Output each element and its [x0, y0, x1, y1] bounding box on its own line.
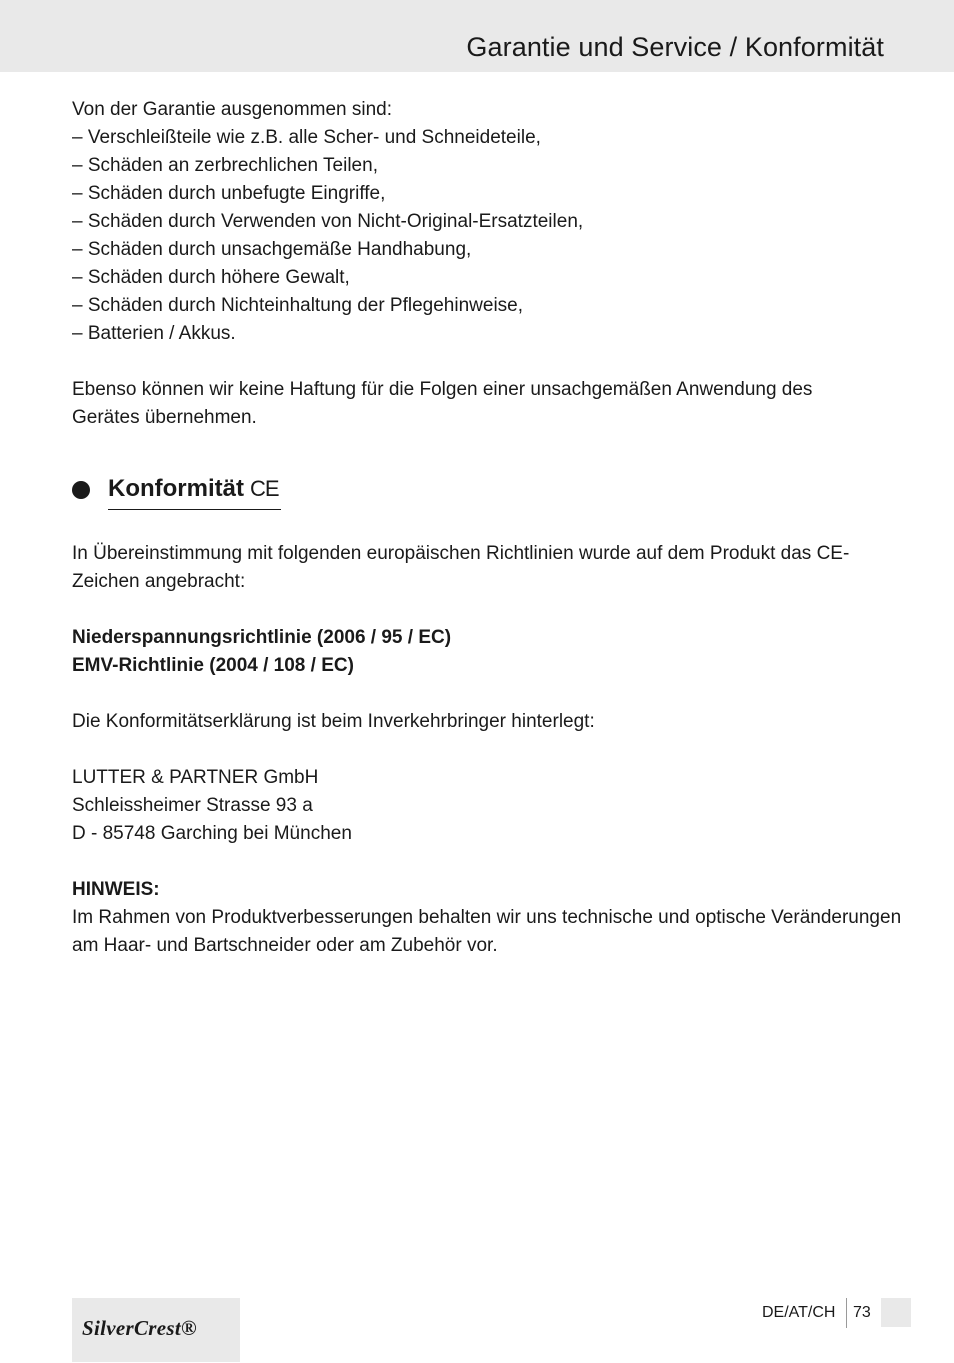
conformity-intro: In Übereinstimmung mit folgenden europäischen Richtlinien wurde auf dem Produkt das CE-	[72, 543, 850, 564]
warranty-item: – Batterien / Akkus.	[72, 323, 236, 344]
warranty-item: – Verschleißteile wie z.B. alle Scher- und Schneideteile,	[72, 127, 541, 148]
header-band	[0, 0, 954, 72]
language-codes: DE/AT/CH	[762, 1304, 836, 1321]
conformity-heading-text: Konformität	[108, 475, 244, 502]
conformity-intro: Zeichen angebracht:	[72, 571, 246, 592]
bullet-icon	[72, 481, 90, 499]
warranty-item: – Schäden durch unbefugte Eingriffe,	[72, 183, 386, 204]
note-label: HINWEIS:	[72, 879, 160, 900]
footer-divider	[846, 1298, 847, 1328]
warranty-item: – Schäden durch höhere Gewalt,	[72, 267, 350, 288]
ce-mark-icon: CE	[249, 476, 279, 501]
warranty-item: – Schäden an zerbrechlichen Teilen,	[72, 155, 378, 176]
conformity-heading-title	[108, 473, 281, 510]
conformity-heading	[72, 474, 892, 514]
warranty-item: – Schäden durch Nichteinhaltung der Pflegehinweise,	[72, 295, 524, 316]
declaration-text: Die Konformitätserklärung ist beim Inverkehrbringer hinterlegt:	[72, 711, 595, 732]
directive: Niederspannungsrichtlinie (2006 / 95 / EC)	[72, 627, 452, 648]
note-text: Im Rahmen von Produktverbesserungen behalten wir uns technische und optische Veränderungen	[72, 907, 902, 928]
brand-logo-text: SilverCrest®	[82, 1316, 197, 1340]
footer-tab	[881, 1298, 911, 1327]
page-number: 73	[853, 1304, 871, 1321]
warranty-intro: Von der Garantie ausgenommen sind:	[72, 99, 393, 120]
address-line: D - 85748 Garching bei München	[72, 823, 352, 844]
directive: EMV-Richtlinie (2004 / 108 / EC)	[72, 655, 354, 676]
liability-text: Ebenso können wir keine Haftung für die Folgen einer unsachgemäßen Anwendung des	[72, 379, 813, 400]
liability-text: Gerätes übernehmen.	[72, 407, 257, 428]
warranty-item: – Schäden durch unsachgemäße Handhabung,	[72, 239, 472, 260]
page-content	[72, 96, 902, 960]
address-line: Schleissheimer Strasse 93 a	[72, 795, 313, 816]
address-line: LUTTER & PARTNER GmbH	[72, 767, 319, 788]
note-text: am Haar- und Bartschneider oder am Zubehör vor.	[72, 935, 498, 956]
warranty-item: – Schäden durch Verwenden von Nicht-Original-Ersatzteilen,	[72, 211, 584, 232]
brand-logo	[72, 1298, 240, 1362]
page-title: Garantie und Service / Konformität	[466, 32, 884, 62]
